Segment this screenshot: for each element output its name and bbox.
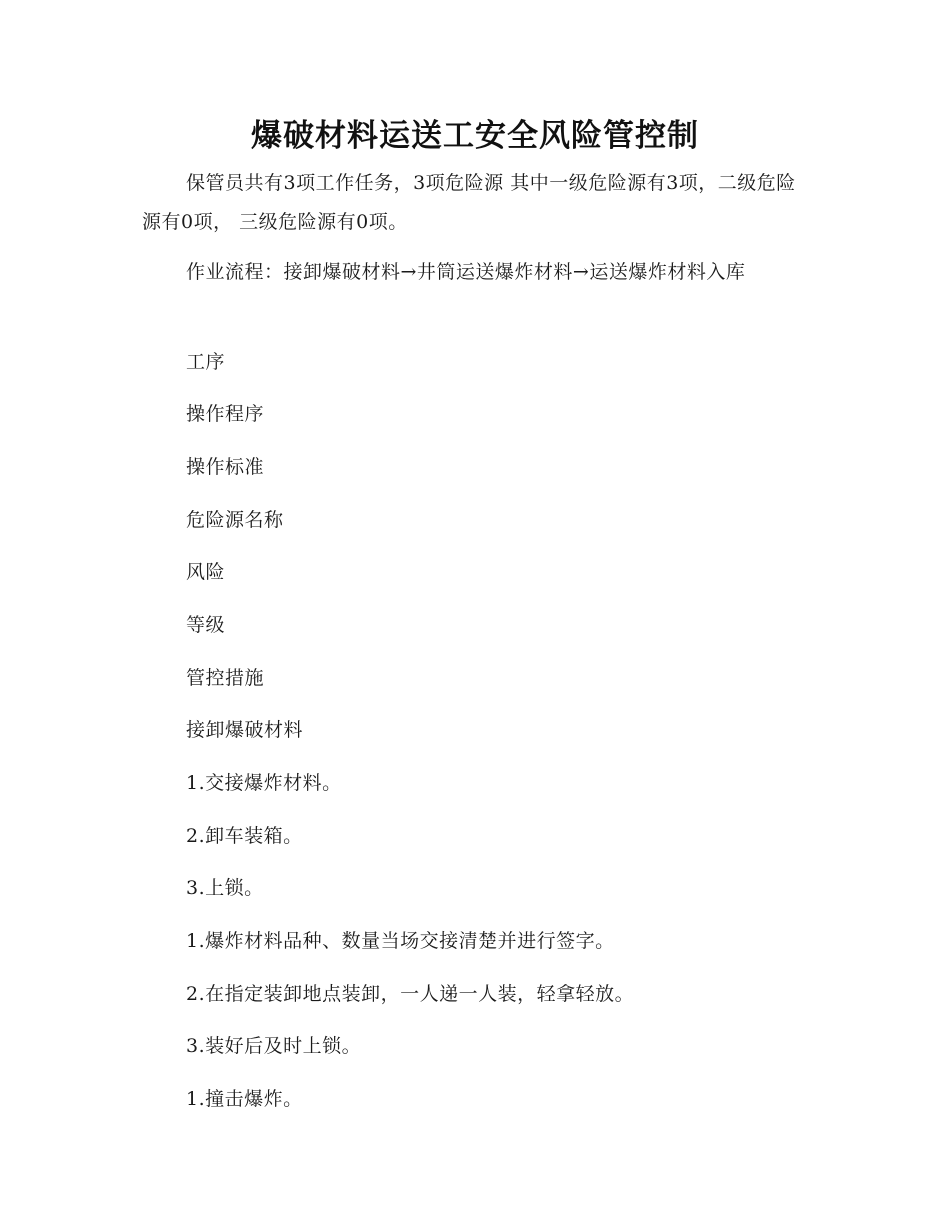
text-line: 操作程序 [186,403,265,425]
text-line: 等级 [186,614,226,636]
text-line: 3.装好后及时上锁。 [186,1035,362,1057]
text-line: 3.上锁。 [186,877,264,899]
text-line: 管控措施 [186,667,265,689]
text-line: 操作标准 [186,456,265,478]
text-line: 2.卸车装箱。 [186,825,303,847]
text-line: 风险 [186,561,226,583]
text-line: 工序 [186,351,226,373]
document-title: 爆破材料运送工安全风险管控制 [251,118,699,154]
text-line: 危险源名称 [186,509,284,531]
workflow-paragraph: 作业流程：接卸爆破材料→井筒运送爆炸材料→运送爆炸材料入库 [186,261,746,283]
intro-paragraph: 保管员共有3项工作任务，3项危险源 其中一级危险源有3项，二级危险源有0项， 三级危险源有0项。 [142,172,796,233]
text-line: 接卸爆破材料 [186,719,304,741]
text-line: 1.撞击爆炸。 [186,1088,303,1110]
text-line: 2.在指定装卸地点装卸，一人递一人装，轻拿轻放。 [186,983,635,1005]
text-line: 1.交接爆炸材料。 [186,772,342,794]
text-line: 1.爆炸材料品种、数量当场交接清楚并进行签字。 [186,930,615,952]
